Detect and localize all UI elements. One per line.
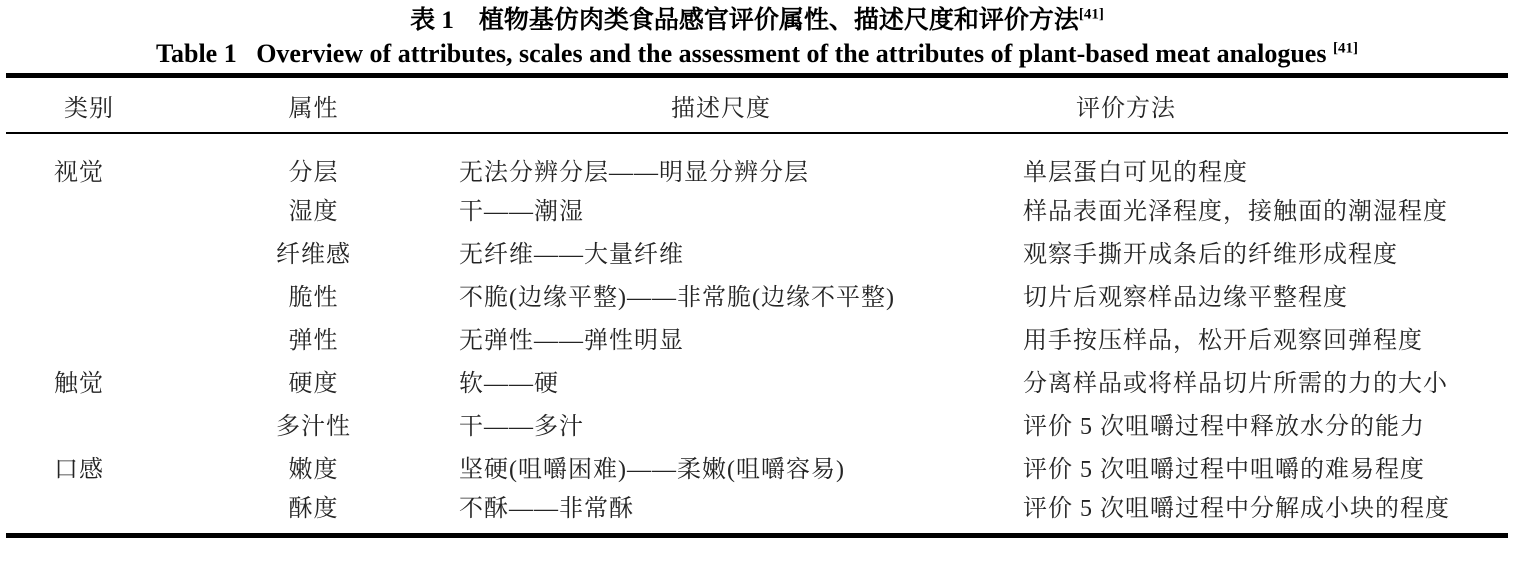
table-body: [6, 133, 1508, 533]
cell-category: [6, 488, 186, 533]
cell-method: 分离样品或将样品切片所需的力的大小: [1023, 371, 1448, 397]
cell-category: 视觉: [54, 160, 104, 186]
cell-attribute: 多汁性: [276, 414, 351, 440]
cell-attribute: 湿度: [288, 199, 339, 225]
table-row: [6, 402, 1508, 445]
cell-scale: 无纤维——大量纤维: [459, 242, 684, 268]
cell-scale: 软——硬: [459, 371, 559, 397]
table-row: [6, 187, 1508, 230]
cell-scale: 无法分辨分层——明显分辨分层: [459, 160, 809, 186]
cell-method: 单层蛋白可见的程度: [1023, 160, 1248, 186]
cell-attribute: 分层: [288, 160, 339, 186]
header-scale: 描述尺度: [441, 78, 1001, 133]
cell-category: 触觉: [54, 371, 104, 397]
table-row: [6, 230, 1508, 273]
cell-scale: 坚硬(咀嚼困难)——柔嫩(咀嚼容易): [459, 457, 845, 483]
cell-attribute: 酥度: [288, 496, 339, 522]
cell-attribute: 弹性: [288, 328, 339, 354]
table-row: [6, 359, 1508, 402]
header-row: [6, 78, 1508, 133]
cell-method: 样品表面光泽程度，接触面的潮湿程度: [1023, 199, 1448, 225]
cell-category: [6, 316, 186, 359]
cell-scale: 不酥——非常酥: [459, 496, 634, 522]
header-category: 类别: [6, 78, 186, 133]
table-row: [6, 273, 1508, 316]
table-caption-zh-text: 表 1 植物基仿肉类食品感官评价属性、描述尺度和评价方法: [410, 7, 1079, 34]
cell-method: 用手按压样品，松开后观察回弹程度: [1023, 328, 1423, 354]
cell-method: 评价 5 次咀嚼过程中释放水分的能力: [1023, 414, 1425, 440]
table-row: [6, 133, 1508, 187]
table-caption-en: [0, 37, 1514, 70]
cell-attribute: 纤维感: [276, 242, 351, 268]
cell-category: [6, 187, 186, 230]
table-row: [6, 316, 1508, 359]
cell-category: [6, 402, 186, 445]
cell-attribute: 硬度: [288, 371, 339, 397]
cell-method: 评价 5 次咀嚼过程中分解成小块的程度: [1023, 496, 1450, 522]
cell-category: 口感: [54, 457, 104, 483]
table-caption-zh: [0, 0, 1514, 37]
cell-category: [6, 230, 186, 273]
cell-method: 切片后观察样品边缘平整程度: [1023, 285, 1348, 311]
header-attribute: 属性: [186, 78, 441, 133]
table-header: [6, 78, 1508, 133]
citation-ref-en: [41]: [1332, 40, 1358, 57]
sensory-attributes-table: [6, 78, 1508, 533]
citation-ref-zh: [41]: [1078, 6, 1104, 23]
cell-scale: 无弹性——弹性明显: [459, 328, 684, 354]
table-caption-en-text: Table 1 Overview of attributes, scales and the assessment of the attributes of plant-based meat analogues: [156, 39, 1333, 68]
table-bottom-rule: [6, 533, 1508, 538]
table-row: [6, 445, 1508, 488]
cell-scale: 干——多汁: [459, 414, 584, 440]
header-method: 评价方法: [1001, 78, 1508, 133]
cell-scale: 干——潮湿: [459, 199, 584, 225]
cell-category: [6, 273, 186, 316]
table-row: [6, 488, 1508, 533]
cell-scale: 不脆(边缘平整)——非常脆(边缘不平整): [459, 285, 895, 311]
cell-attribute: 嫩度: [288, 457, 339, 483]
cell-method: 观察手撕开成条后的纤维形成程度: [1023, 242, 1398, 268]
cell-attribute: 脆性: [288, 285, 339, 311]
cell-method: 评价 5 次咀嚼过程中咀嚼的难易程度: [1023, 457, 1425, 483]
